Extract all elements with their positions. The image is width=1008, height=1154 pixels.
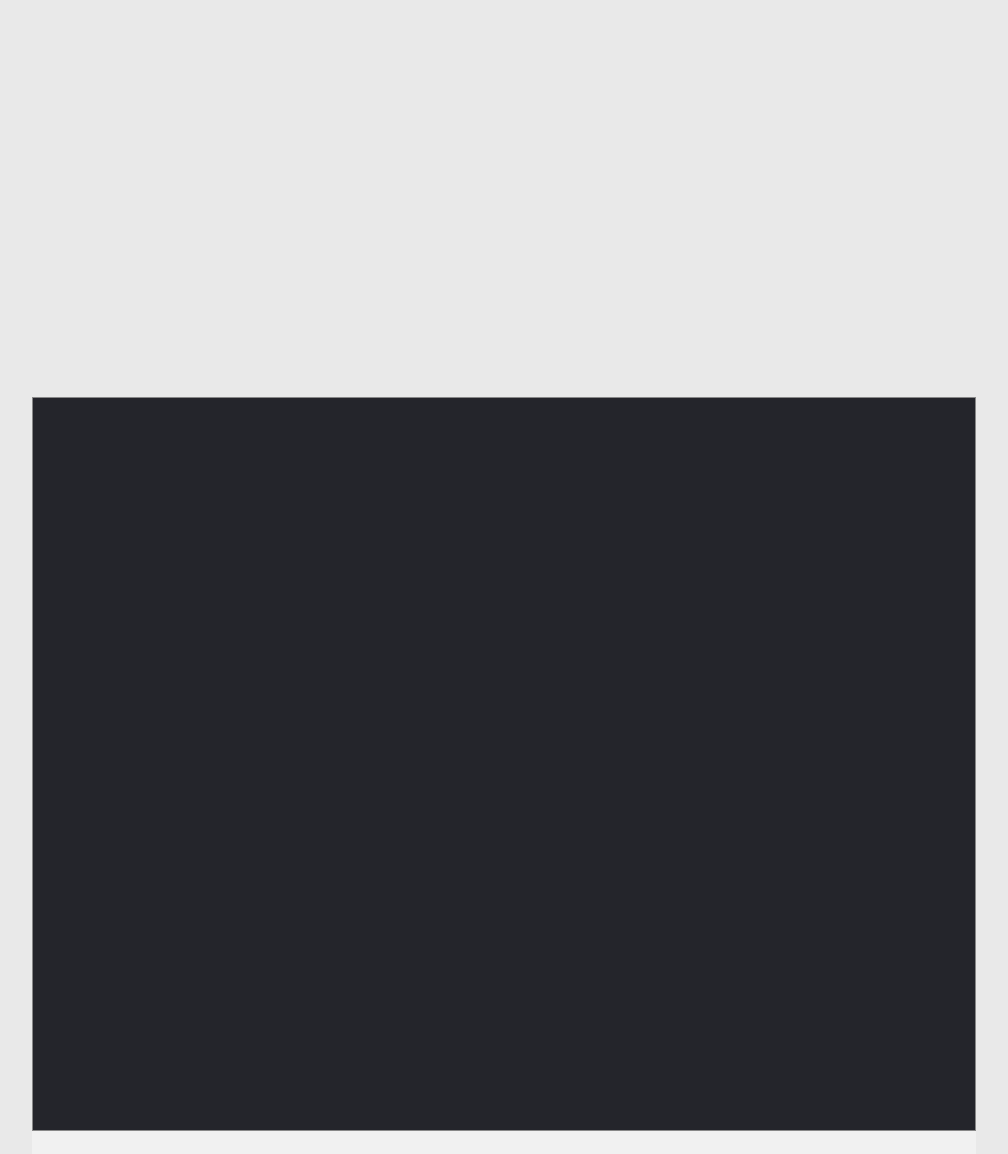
reference-grid <box>33 398 975 1130</box>
engraving-reference-sheet <box>32 397 976 1131</box>
bottom-strip <box>32 1131 976 1154</box>
symbol-catalog <box>28 4 976 396</box>
